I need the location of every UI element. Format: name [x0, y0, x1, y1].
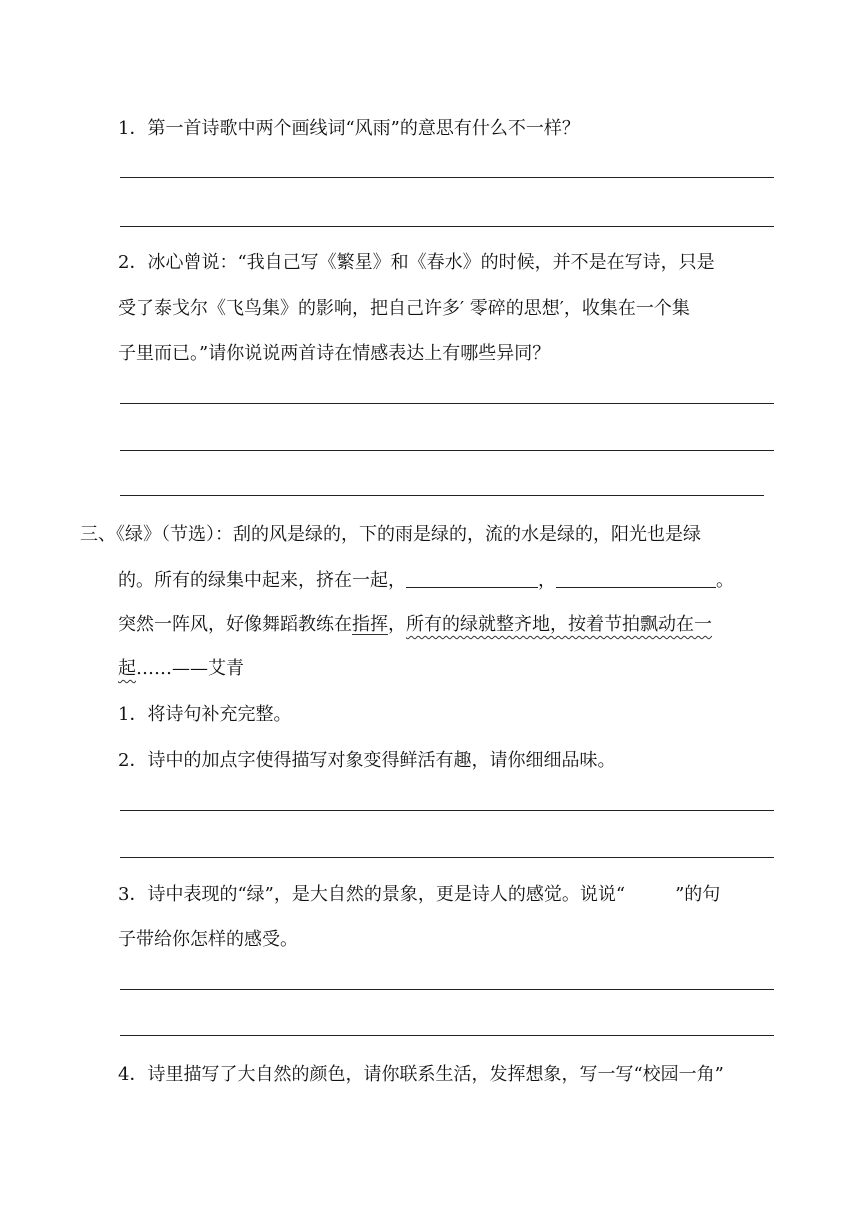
section-3-question-2: 2．诗中的加点字使得描写对象变得鲜活有趣，请你细细品味。 — [118, 750, 616, 771]
answer-line[interactable] — [120, 177, 774, 178]
wavy-underlined-sentence: 所有的绿就整齐地，按着节拍飘动在一 — [406, 614, 712, 635]
poem-text: 的。所有的绿集中起来，挤在一起， — [118, 570, 406, 591]
answer-line[interactable] — [120, 1035, 774, 1036]
fill-blank-1[interactable] — [406, 569, 538, 588]
comma: ， — [388, 614, 406, 635]
question-2-line-2: 受了泰戈尔《飞鸟集》的影响，把自己许多′ 零碎的思想′，收集在一个集 — [118, 298, 690, 319]
section-3-heading: 三、《绿》（节选）：刮的风是绿的，下的雨是绿的，流的水是绿的，阳光也是绿 — [80, 524, 701, 545]
section-3-line-4 — [118, 656, 778, 682]
question-1: 1．第一首诗歌中两个画线词“风雨”的意思有什么不一样？ — [118, 118, 580, 139]
underlined-word: 指挥 — [352, 614, 388, 635]
comma: ， — [538, 570, 556, 591]
answer-line[interactable] — [120, 495, 764, 496]
answer-line[interactable] — [120, 450, 774, 451]
answer-line[interactable] — [120, 810, 774, 811]
section-3-question-3-line-2: 子带给你怎样的感受。 — [118, 929, 298, 950]
answer-line[interactable] — [120, 989, 774, 990]
question-text: 3．诗中表现的“绿”，是大自然的景象，更是诗人的感觉。说说“ — [118, 884, 626, 905]
poem-author: ……——艾青 — [136, 658, 244, 679]
question-2-line-3: 子里而已。”请你说说两首诗在情感表达上有哪些异同？ — [118, 343, 551, 364]
fill-blank-2[interactable] — [556, 569, 716, 588]
section-3-question-1: 1．将诗句补充完整。 — [118, 704, 292, 725]
section-3-question-4: 4．诗里描写了大自然的颜色，请你联系生活，发挥想象，写一写“校园一角” — [118, 1064, 724, 1085]
question-2-line-1: 2．冰心曾说：“我自己写《繁星》和《春水》的时候，并不是在写诗，只是 — [118, 252, 715, 273]
section-3-line-2 — [118, 568, 778, 594]
answer-line[interactable] — [120, 857, 774, 858]
answer-line[interactable] — [120, 403, 774, 404]
section-3-question-3-line-1 — [118, 882, 778, 908]
period: 。 — [716, 570, 734, 591]
wavy-underlined-sentence-end: 起 — [118, 658, 136, 679]
poem-text: 突然一阵风，好像舞蹈教练在 — [118, 614, 352, 635]
answer-line[interactable] — [120, 226, 774, 227]
wavy-blank — [625, 884, 675, 902]
question-text: ”的句 — [675, 884, 721, 905]
section-3-line-3 — [118, 612, 778, 638]
